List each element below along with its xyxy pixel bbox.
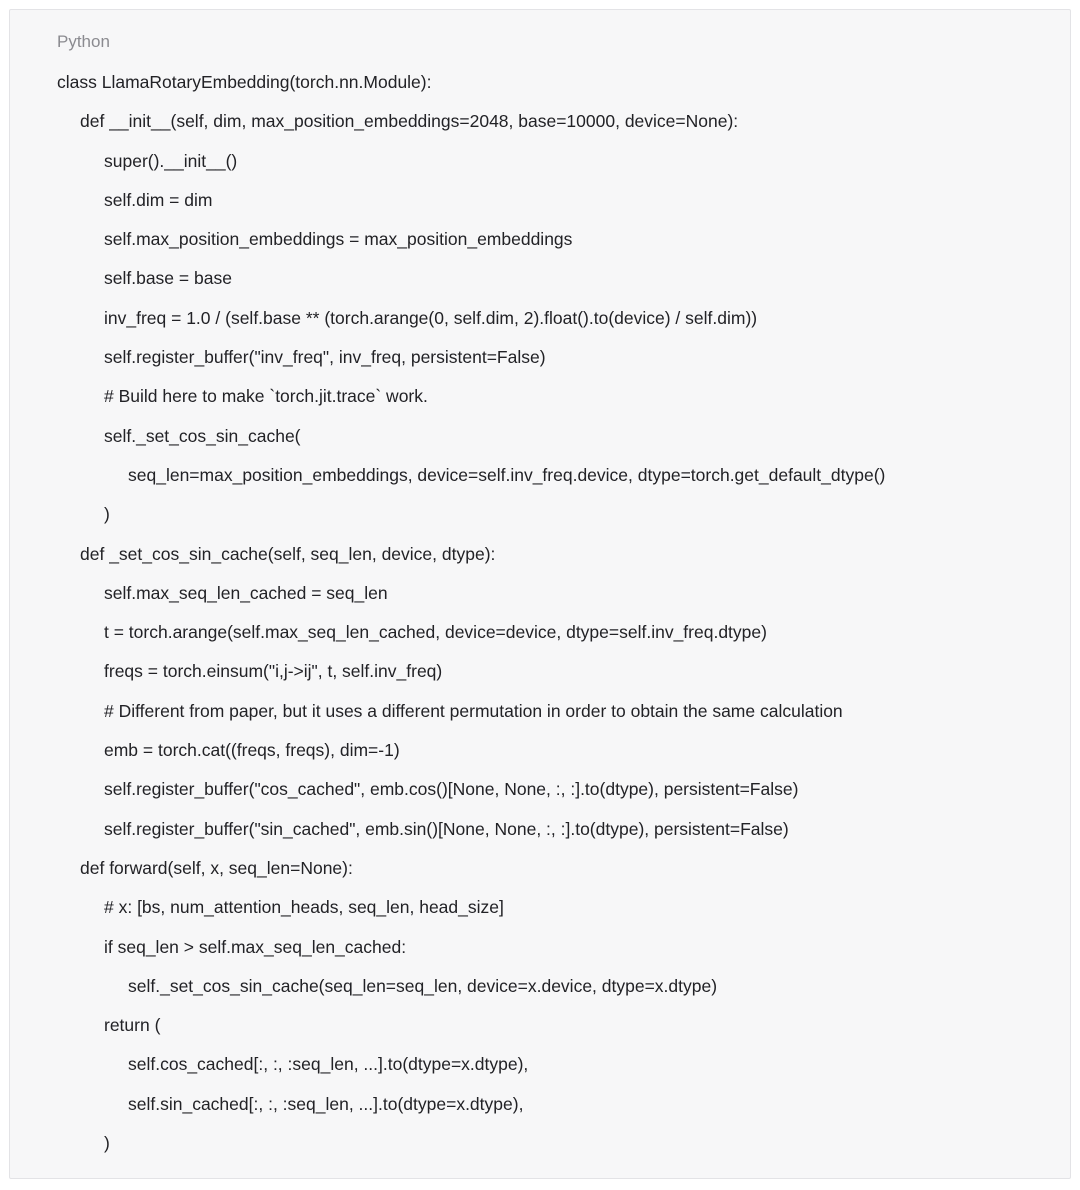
- code-line: self.cos_cached[:, :, :seq_len, ...].to(dtype=x.dtype),: [128, 1054, 529, 1075]
- code-line: def forward(self, x, seq_len=None):: [80, 857, 353, 878]
- code-line: emb = torch.cat((freqs, freqs), dim=-1): [104, 740, 400, 761]
- code-line: self.sin_cached[:, :, :seq_len, ...].to(dtype=x.dtype),: [128, 1093, 524, 1114]
- code-line: self.register_buffer("cos_cached", emb.cos()[None, None, :, :].to(dtype), persistent=False): [104, 779, 799, 800]
- code-line: if seq_len > self.max_seq_len_cached:: [104, 936, 407, 957]
- code-line: seq_len=max_position_embeddings, device=self.inv_freq.device, dtype=torch.get_default_dtype(): [128, 464, 886, 485]
- code-line: freqs = torch.einsum("i,j->ij", t, self.inv_freq): [104, 661, 443, 682]
- code-line: # Different from paper, but it uses a different permutation in order to obtain the same calculation: [104, 700, 843, 721]
- code-line: self.max_position_embeddings = max_position_embeddings: [104, 229, 573, 250]
- code-line: ): [104, 504, 110, 525]
- code-language-label: Python: [57, 32, 110, 51]
- code-line: # Build here to make `torch.jit.trace` work.: [104, 386, 428, 407]
- code-line: self.max_seq_len_cached = seq_len: [104, 582, 388, 603]
- code-lines: [10, 70, 1070, 1170]
- code-line: return (: [104, 1015, 161, 1036]
- code-line: self.base = base: [104, 268, 232, 289]
- code-line: inv_freq = 1.0 / (self.base ** (torch.arange(0, self.dim, 2).float().to(device) / self.dim)): [104, 307, 758, 328]
- code-line: class LlamaRotaryEmbedding(torch.nn.Module):: [57, 72, 432, 92]
- code-line: super().__init__(): [104, 150, 238, 171]
- code-line: self._set_cos_sin_cache(: [104, 425, 301, 446]
- code-line: self.dim = dim: [104, 189, 213, 210]
- code-line: # x: [bs, num_attention_heads, seq_len, head_size]: [104, 897, 504, 918]
- code-line: def _set_cos_sin_cache(self, seq_len, device, dtype):: [80, 543, 496, 564]
- code-line: def __init__(self, dim, max_position_embeddings=2048, base=10000, device=None):: [80, 111, 739, 132]
- code-block: [9, 9, 1071, 1179]
- code-line: self._set_cos_sin_cache(seq_len=seq_len, device=x.device, dtype=x.dtype): [128, 975, 718, 996]
- code-line: self.register_buffer("inv_freq", inv_freq, persistent=False): [104, 347, 546, 368]
- code-line: self.register_buffer("sin_cached", emb.sin()[None, None, :, :].to(dtype), persistent=False): [104, 818, 789, 839]
- code-line: t = torch.arange(self.max_seq_len_cached, device=device, dtype=self.inv_freq.dtype): [104, 622, 767, 643]
- code-line: ): [104, 1133, 110, 1154]
